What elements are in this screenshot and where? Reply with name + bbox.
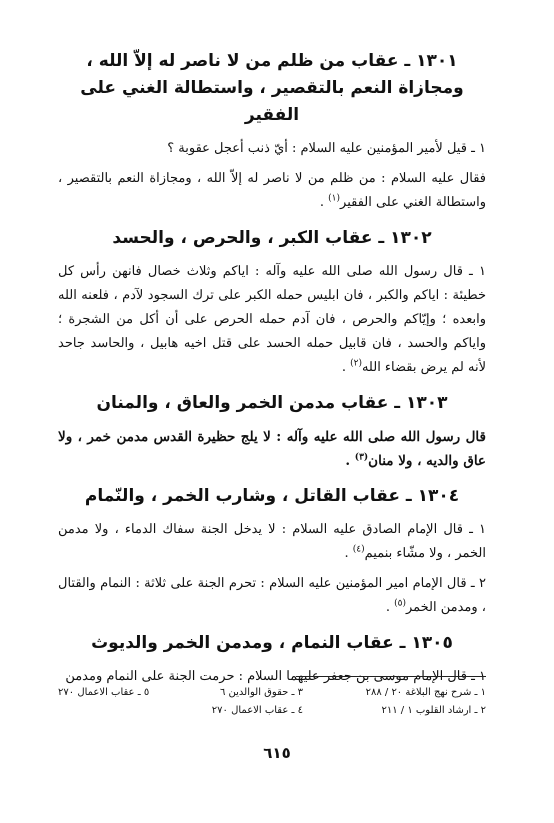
- paragraph-text: ٢ ـ قال الإمام امير المؤمنين عليه السلام : تحرم الجنة على ثلاثة : النمام والقتال ، ومدمن الخمر: [58, 576, 486, 615]
- footnote: ١ ـ شرح نهج البلاغة ٢٠ / ٢٨٨: [365, 687, 486, 698]
- paragraph: قال رسول الله صلى الله عليه وآله : لا يلج حظيرة القدس مدمن خمر ، ولا عاق والديه ، ولا منان$^{(٣)}$ .: [58, 429, 486, 469]
- footnote: ٥ ـ عقاب الاعمال ٢٧٠: [58, 687, 150, 698]
- section-heading-1302: ١٣٠٢ ـ عقاب الكبر ، والحرص ، والحسد: [112, 228, 432, 248]
- paragraph-text: ١ ـ قال رسول الله صلى الله عليه وآله : اياكم وثلاث خصال فانهن رأس كل خطيئة : اياكم والكبر ، فان ابليس حمله الكبر على ترك السجود لآدم ، فلعنه الله وابعده ؛ وإيّاكم والحرص ، فان آدم حمله الحرص على أن أكل من الشجرة ؛ واياكم والحسد ، فان قابيل حمله الحسد على قتل اخيه هابيل ، والحاسد جاحد لأنه لم يرض بقضاء الله: [58, 264, 486, 375]
- footnote: ٢ ـ ارشاد القلوب ١ / ٢١١: [381, 705, 486, 716]
- paragraph-text: ١ ـ قال الإمام موسى بن جعفر عليهما السلام : حرمت الجنة على النمام ومدمن: [65, 669, 486, 684]
- footnote-ref: (٣): [354, 452, 369, 463]
- footnote: ٣ ـ حقوق الوالدين ٦: [219, 687, 303, 698]
- paragraph-text: فقال عليه السلام : من ظلم من لا ناصر له إلاّ الله ، ومجازاة النعم بالتقصير ، واستطالة الغني على الفقير: [58, 171, 486, 210]
- paragraph-text: قال رسول الله صلى الله عليه وآله : لا يلج حظيرة القدس مدمن خمر ، ولا عاق والديه ، ولا منان: [58, 429, 486, 469]
- paragraph-text: ١ ـ قال الإمام الصادق عليه السلام : لا يدخل الجنة سفاك الدماء ، ولا مدمن الخمر ، ولا مشّاء بنميم: [58, 522, 486, 561]
- section-heading-1303: ١٣٠٣ ـ عقاب مدمن الخمر والعاق ، والمنان: [96, 393, 448, 413]
- footnote-ref: (٤): [352, 544, 365, 555]
- footnote-column: [212, 684, 303, 720]
- paragraph: [58, 137, 486, 161]
- paragraph: ١ ـ قال رسول الله صلى الله عليه وآله : اياكم وثلاث خصال فانهن رأس كل خطيئة : اياكم والكبر ، فان ابليس حمله الكبر على ترك السجود لآدم ، فلعنه الله وابعده ؛ وإيّاكم والحرص ، فان آدم حمله الحرص على أن أكل من الشجرة ؛ واياكم والحسد ، فان قابيل حمله الحسد على قتل اخيه هابيل ، والحاسد جاحد لأنه لم يرض بقضاء الله$^{(٢)}$ .: [58, 264, 486, 375]
- paragraph: ١ ـ قال الإمام الصادق عليه السلام : لا يدخل الجنة سفاك الدماء ، ولا مدمن الخمر ، ولا مشّاء بنميم$^{(٤)}$ .: [58, 522, 486, 561]
- page-number: ٦١٥: [263, 744, 291, 762]
- footnote-column: [58, 684, 149, 720]
- footnotes: [58, 684, 486, 720]
- footnote-divider: [296, 676, 486, 677]
- footnote-ref: (١): [328, 193, 341, 204]
- footnote-ref: (٢): [350, 358, 362, 369]
- footnote-ref: (٥): [394, 598, 406, 609]
- paragraph: فقال عليه السلام : من ظلم من لا ناصر له إلاّ الله ، ومجازاة النعم بالتقصير ، واستطالة الغني على الفقير$^{(١)}$ .: [58, 171, 486, 210]
- paragraph: ٢ ـ قال الإمام امير المؤمنين عليه السلام : تحرم الجنة على ثلاثة : النمام والقتال ، ومدمن الخمر$^{(٥)}$ .: [58, 576, 486, 615]
- footnote-column: [366, 684, 486, 720]
- footnote: ٤ ـ عقاب الاعمال ٢٧٠: [211, 705, 303, 716]
- section-heading-1301: ١٣٠١ ـ عقاب من ظلم من لا ناصر له إلاّ الله ، ومجازاة النعم بالتقصير ، واستطالة الغني على الفقير: [80, 51, 464, 125]
- paragraph-text: ١ ـ قيل لأمير المؤمنين عليه السلام : أيّ ذنب أعجل عقوبة ؟: [167, 141, 486, 156]
- section-heading-1304: ١٣٠٤ ـ عقاب القاتل ، وشارب الخمر ، والنّمام: [84, 486, 460, 506]
- section-heading-1305: ١٣٠٥ ـ عقاب النمام ، ومدمن الخمر والديوث: [91, 633, 453, 653]
